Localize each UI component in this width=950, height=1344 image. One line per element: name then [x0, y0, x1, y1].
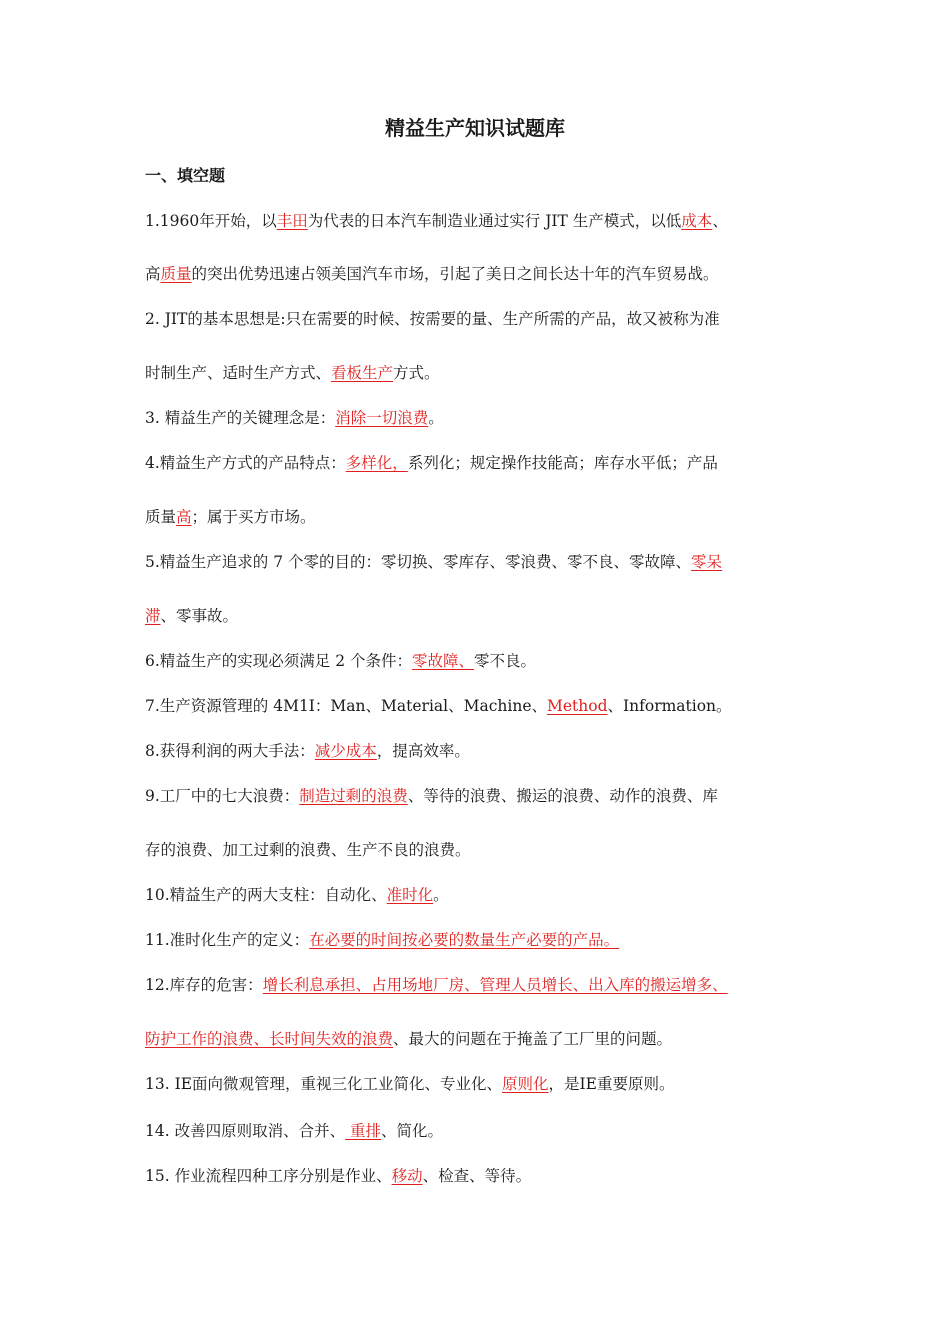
answer-text: 成本: [681, 212, 713, 230]
answer-text: 增长利息承担、占用场地厂房、管理人员增长、出入库的搬运增多、: [262, 976, 728, 994]
answer-text: 准时化: [386, 886, 434, 904]
answer-text: 丰田: [276, 212, 308, 230]
question-line: [145, 551, 722, 573]
answer-text: 在必要的时间按必要的数量生产必要的产品。: [309, 931, 620, 949]
answer-text: 质量: [160, 265, 192, 283]
question-line: [145, 839, 471, 861]
answer-text: 重排: [345, 1122, 382, 1140]
question-text: ，提高效率。: [376, 742, 470, 760]
question-text: 3. 精益生产的关键理念是：: [145, 409, 336, 427]
question-line: [145, 452, 718, 474]
answer-text: 零呆: [691, 553, 723, 571]
question-text: 、: [712, 212, 728, 230]
question-text: 、等待的浪费、搬运的浪费、动作的浪费、库: [407, 787, 718, 805]
section-heading: 一、填空题: [145, 166, 226, 185]
answer-text: 移动: [391, 1167, 423, 1185]
answer-text: 看板生产: [331, 364, 394, 382]
question-text: 系列化；规定操作技能高；库存水平低；产品: [407, 454, 718, 472]
question-text: 14. 改善四原则取消、合并、: [145, 1122, 346, 1140]
answer-text: 制造过剩的浪费: [299, 787, 408, 805]
answer-text: 滞: [145, 607, 161, 625]
question-line: [145, 210, 728, 232]
question-text: 、零事故。: [160, 607, 239, 625]
question-text: 时制生产、适时生产方式、: [145, 364, 332, 382]
question-line: [145, 1073, 675, 1095]
question-text: 。: [428, 409, 444, 427]
answer-text: 高: [176, 508, 192, 526]
question-text: 存的浪费、加工过剩的浪费、生产不良的浪费。: [145, 841, 471, 859]
question-text: 13. IE面向微观管理，重视三化工业简化、专业化、: [145, 1075, 503, 1093]
answer-text: 防护工作的浪费、长时间失效的浪费: [145, 1030, 394, 1048]
answer-text: 消除一切浪费: [335, 409, 429, 427]
question-line: [145, 362, 440, 384]
question-text: 、检查、等待。: [422, 1167, 532, 1185]
question-line: [145, 1120, 443, 1142]
question-line: [145, 740, 470, 762]
answer-text: 零故障、: [412, 652, 475, 670]
question-line: [145, 1165, 531, 1187]
question-text: 方式。: [393, 364, 440, 382]
question-text: 高: [145, 265, 161, 283]
question-text: 9.工厂中的七大浪费：: [145, 787, 300, 805]
answer-text: 原则化: [502, 1075, 549, 1093]
question-line: [145, 695, 732, 717]
question-line: [145, 605, 238, 627]
question-text: 、Information。: [607, 697, 732, 715]
question-line: [145, 407, 444, 429]
question-line: [145, 650, 536, 672]
question-text: 5.精益生产追求的 7 个零的目的：零切换、零库存、零浪费、零不良、零故障、: [145, 553, 692, 571]
question-text: ，是IE重要原则。: [548, 1075, 675, 1093]
page-title: 精益生产知识试题库: [385, 116, 565, 140]
question-text: 为代表的日本汽车制造业通过实行 JIT 生产模式，以低: [307, 212, 682, 230]
question-text: ；属于买方市场。: [191, 508, 316, 526]
question-text: 1.1960年开始，以: [145, 212, 277, 230]
question-text: 7.生产资源管理的 4M1I：Man、Material、Machine、: [145, 697, 547, 715]
question-text: 12.库存的危害：: [145, 976, 263, 994]
question-line: [145, 263, 719, 285]
question-text: 、最大的问题在于掩盖了工厂里的问题。: [393, 1030, 673, 1048]
question-text: 11.准时化生产的定义：: [145, 931, 310, 949]
question-text: 2. JIT的基本思想是:只在需要的时候、按需要的量、生产所需的产品，故又被称为准: [145, 310, 720, 328]
answer-text: 多样化，: [345, 454, 408, 472]
question-line: [145, 929, 619, 951]
answer-text: 减少成本: [314, 742, 377, 760]
question-line: [145, 1028, 672, 1050]
question-line: [145, 506, 316, 528]
question-line: [145, 974, 728, 996]
question-text: 的突出优势迅速占领美国汽车市场，引起了美日之间长达十年的汽车贸易战。: [191, 265, 719, 283]
question-text: 8.获得利润的两大手法：: [145, 742, 315, 760]
question-text: 4.精益生产方式的产品特点：: [145, 454, 346, 472]
question-line: [145, 884, 449, 906]
question-text: 质量: [145, 508, 177, 526]
question-text: 。: [433, 886, 449, 904]
question-text: 10.精益生产的两大支柱：自动化、: [145, 886, 387, 904]
question-text: 、简化。: [381, 1122, 444, 1140]
question-line: [145, 308, 720, 330]
question-text: 6.精益生产的实现必须满足 2 个条件：: [145, 652, 413, 670]
question-line: [145, 785, 718, 807]
question-text: 15. 作业流程四种工序分别是作业、: [145, 1167, 392, 1185]
answer-text: Method: [547, 697, 608, 715]
question-text: 零不良。: [474, 652, 537, 670]
